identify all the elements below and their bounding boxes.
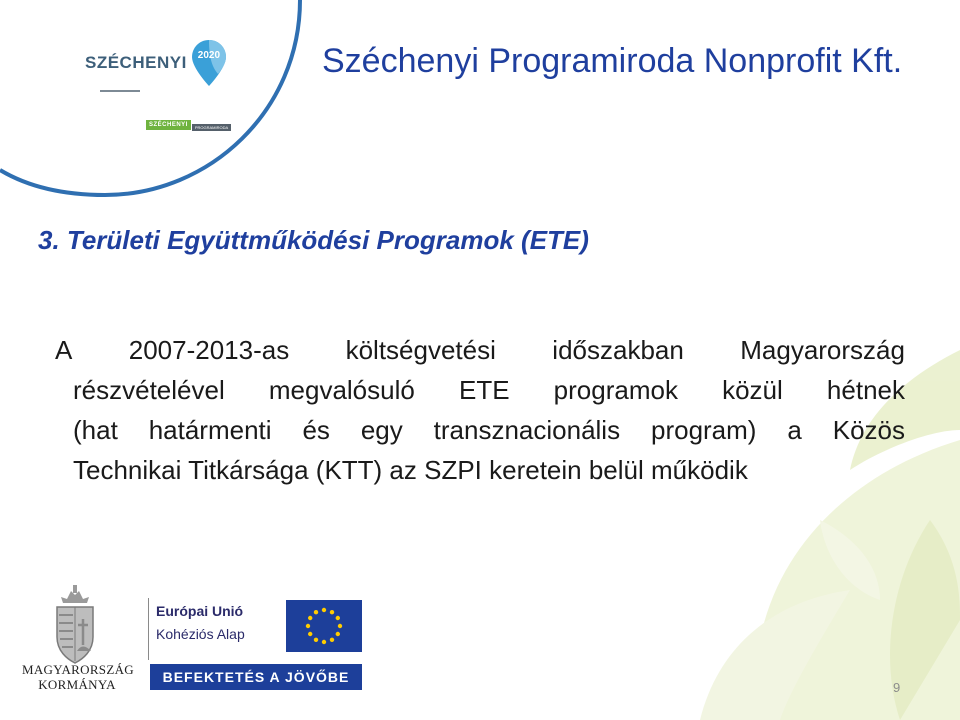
- government-name: [22, 662, 132, 692]
- eu-label: Európai Unió: [156, 603, 244, 619]
- page-title: Széchenyi Programiroda Nonprofit Kft.: [322, 42, 903, 80]
- body-word: 2007-2013-as: [128, 335, 290, 365]
- government-name-line-2: KORMÁNYA: [38, 677, 116, 692]
- map-pin-icon: [189, 38, 229, 88]
- body-paragraph: [55, 330, 915, 490]
- footer-divider: [148, 598, 149, 660]
- body-word: A: [55, 335, 73, 365]
- invest-in-future-banner: BEFEKTETÉS A JÖVŐBE: [150, 664, 362, 690]
- section-heading: 3. Területi Együttműködési Programok (ETE): [38, 225, 589, 255]
- cohesion-fund-label: Kohéziós Alap: [156, 626, 245, 642]
- body-line-1: [55, 330, 905, 370]
- coat-of-arms-icon: [45, 585, 105, 665]
- logo-divider: [100, 90, 140, 92]
- government-name-line-1: MAGYARORSZÁG: [22, 662, 134, 677]
- logo-frame-arc: [0, 0, 310, 215]
- eu-flag-icon: [286, 600, 362, 652]
- small-logo-word: SZÉCHENYI: [146, 120, 191, 130]
- programiroda-small-logo: [146, 118, 231, 131]
- szechenyi-2020-logo: [85, 38, 229, 88]
- body-word: Magyarország: [740, 335, 905, 365]
- small-logo-sub: PROGRAMIRODA: [192, 124, 231, 131]
- body-line-3: (hat határmenti és egy transznacionális program) a Közös: [73, 415, 905, 445]
- logo-brand-word: SZÉCHENYI: [85, 53, 187, 72]
- body-word: időszakban: [552, 335, 684, 365]
- body-line-2: részvételével megvalósuló ETE programok közül hétnek: [73, 375, 905, 405]
- body-line-4: Technikai Titkársága (KTT) az SZPI keretein belül működik: [73, 455, 748, 485]
- page-number: 9: [893, 680, 901, 695]
- body-word: költségvetési: [345, 335, 496, 365]
- logo-brand-year: 2020: [197, 50, 221, 61]
